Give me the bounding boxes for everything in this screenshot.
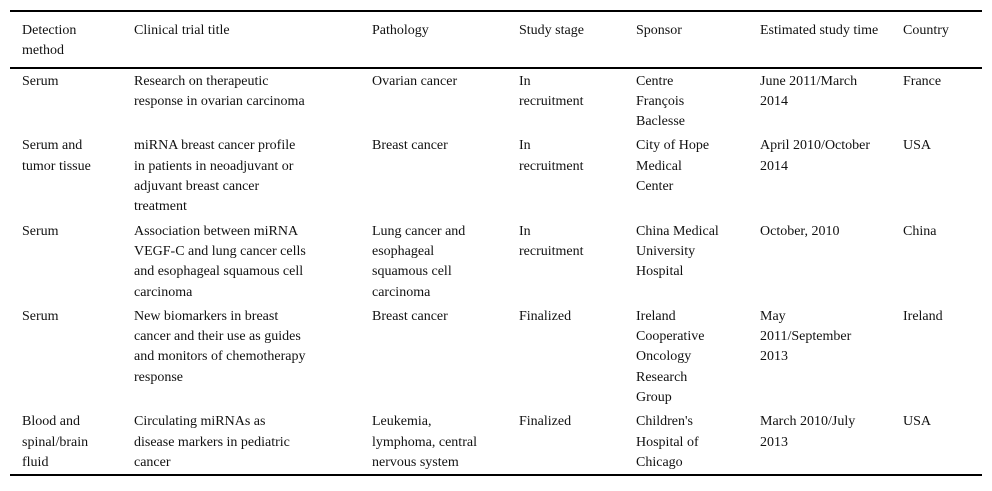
- column-header-country: Country: [903, 11, 982, 68]
- clinical-trials-table: [10, 10, 982, 476]
- cell-estimated-study-time: October, 2010: [760, 223, 840, 239]
- table-row: [10, 304, 982, 409]
- column-header-sponsor: Sponsor: [636, 11, 760, 68]
- cell-detection-method: Blood and spinal/brain fluid: [22, 414, 89, 470]
- cell-study-stage: In recruitment: [519, 138, 584, 174]
- table-row: [10, 68, 982, 134]
- cell-estimated-study-time: June 2011/March 2014: [760, 73, 858, 109]
- cell-detection-method: Serum: [22, 308, 59, 324]
- cell-detection-method: Serum: [22, 73, 59, 89]
- cell-pathology: Ovarian cancer: [372, 73, 458, 89]
- column-header-pathology: Pathology: [372, 11, 519, 68]
- cell-clinical-trial-title: miRNA breast cancer profile in patients in neoadjuvant or adjuvant breast cancer treatment: [134, 138, 296, 215]
- column-header-clinical-trial-title: Clinical trial title: [134, 11, 372, 68]
- column-header-study-stage: Study stage: [519, 11, 636, 68]
- table-body: [10, 68, 982, 476]
- table-header-row: [10, 11, 982, 68]
- cell-clinical-trial-title: Research on therapeutic response in ovarian carcinoma: [134, 73, 305, 109]
- cell-country: USA: [903, 138, 932, 154]
- cell-pathology: Breast cancer: [372, 138, 448, 154]
- column-header-estimated-study-time: Estimated study time: [760, 11, 903, 68]
- cell-detection-method: Serum and tumor tissue: [22, 138, 91, 174]
- cell-sponsor: City of Hope Medical Center: [636, 138, 710, 195]
- table-row: [10, 409, 982, 475]
- cell-sponsor: Ireland Cooperative Oncology Research Group: [636, 308, 705, 406]
- cell-estimated-study-time: April 2010/October 2014: [760, 138, 871, 174]
- cell-pathology: Lung cancer and esophageal squamous cell carcinoma: [372, 223, 466, 300]
- cell-estimated-study-time: March 2010/July 2013: [760, 414, 856, 450]
- cell-study-stage: In recruitment: [519, 73, 584, 109]
- cell-pathology: Leukemia, lymphoma, central nervous system: [372, 414, 477, 470]
- cell-country: USA: [903, 414, 932, 430]
- cell-detection-method: Serum: [22, 223, 59, 239]
- cell-study-stage: Finalized: [519, 308, 572, 324]
- cell-pathology: Breast cancer: [372, 308, 448, 324]
- cell-country: Ireland: [903, 308, 943, 324]
- column-header-detection-method: Detection method: [10, 11, 134, 68]
- table-row: [10, 219, 982, 304]
- cell-sponsor: Centre François Baclesse: [636, 73, 685, 130]
- cell-sponsor: China Medical University Hospital: [636, 223, 719, 280]
- cell-clinical-trial-title: New biomarkers in breast cancer and their use as guides and monitors of chemotherapy response: [134, 308, 306, 385]
- header-row: [10, 11, 982, 68]
- cell-country: France: [903, 73, 942, 89]
- cell-estimated-study-time: May 2011/September 2013: [760, 308, 852, 365]
- cell-study-stage: In recruitment: [519, 223, 584, 259]
- cell-clinical-trial-title: Circulating miRNAs as disease markers in pediatric cancer: [134, 414, 290, 470]
- cell-clinical-trial-title: Association between miRNA VEGF-C and lung cancer cells and esophageal squamous cell carcinoma: [134, 223, 306, 300]
- cell-country: China: [903, 223, 937, 239]
- cell-sponsor: Children's Hospital of Chicago: [636, 414, 699, 470]
- cell-study-stage: Finalized: [519, 414, 572, 430]
- table-row: [10, 133, 982, 218]
